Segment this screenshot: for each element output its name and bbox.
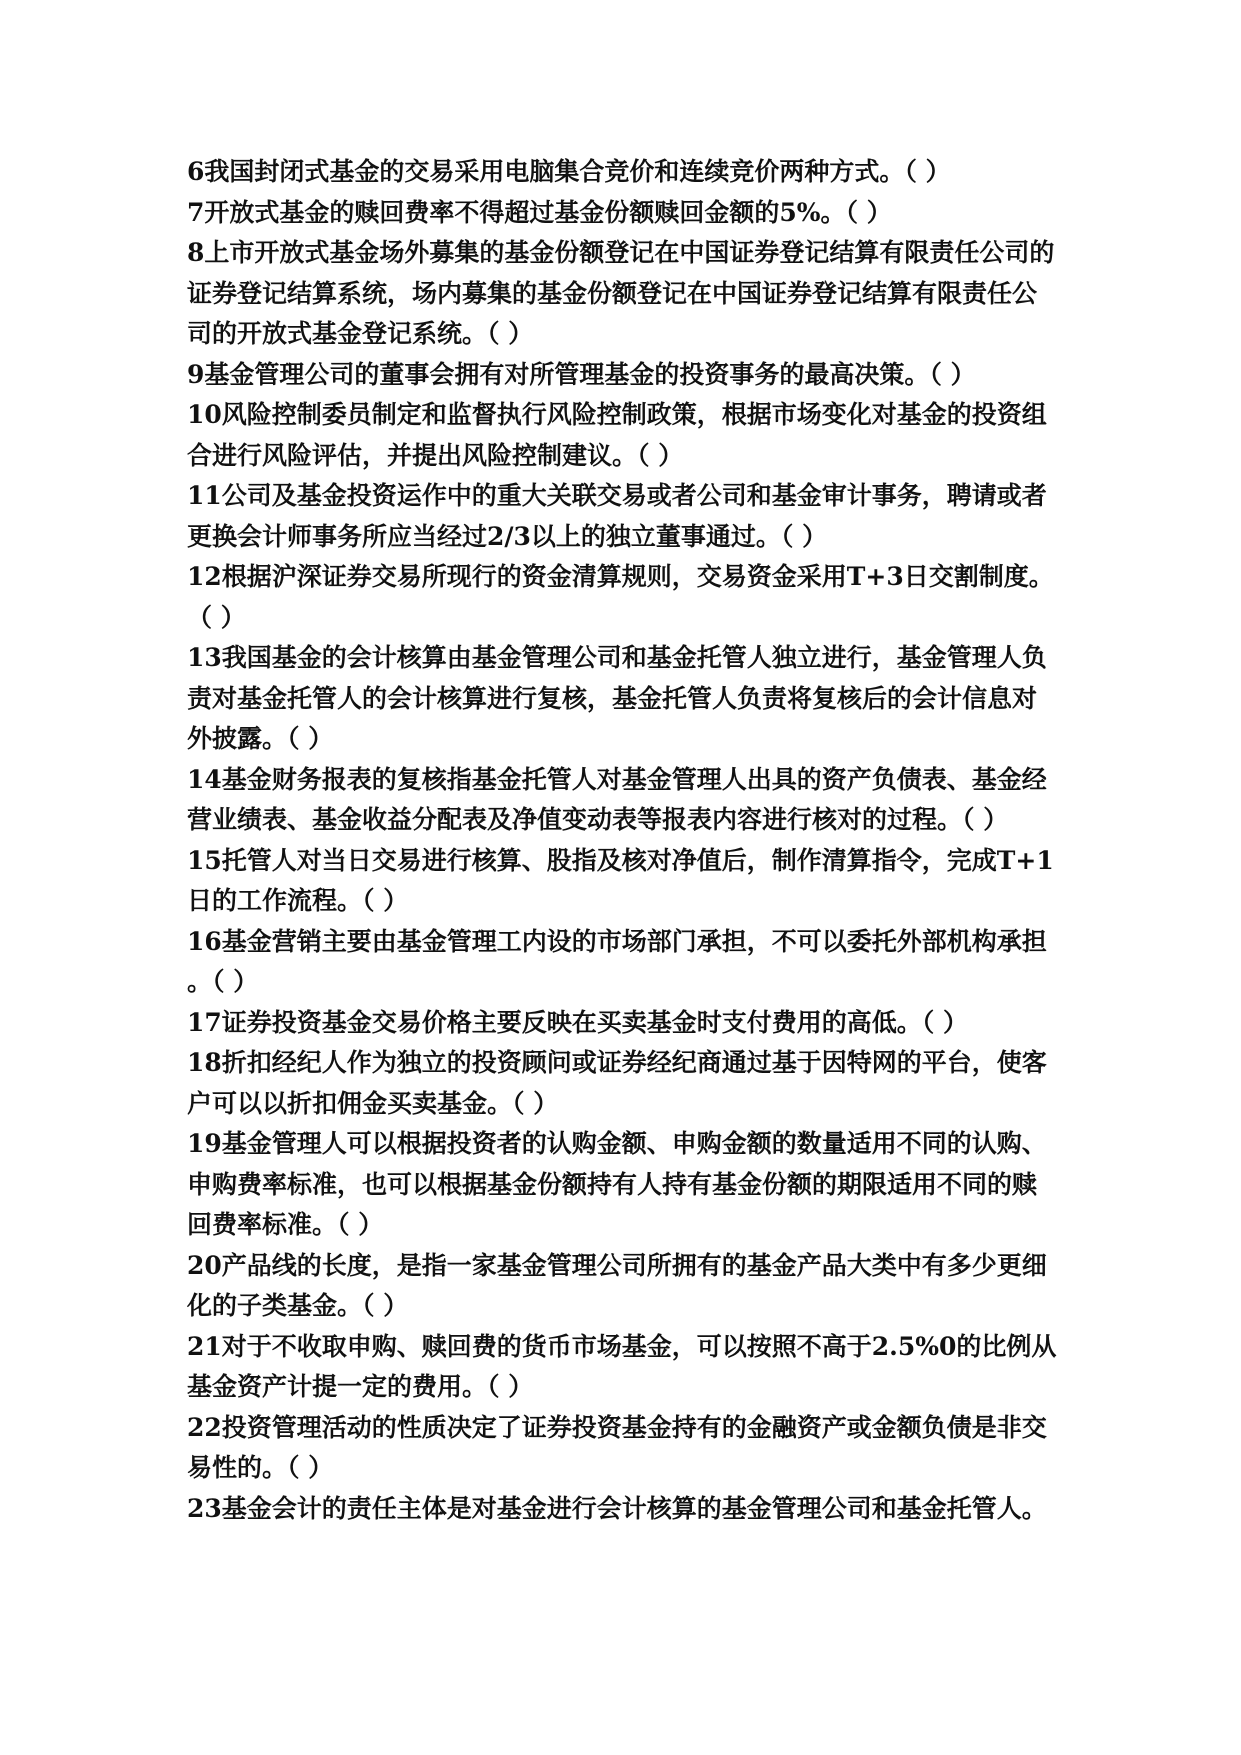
text-line: 11公司及基金投资运作中的重大关联交易或者公司和基金审计事务，聘请或者 (187, 481, 1047, 510)
text-line: 23基金会计的责任主体是对基金进行会计核算的基金管理公司和基金托管人。 (187, 1493, 1047, 1523)
text-line: 20产品线的长度，是指一家基金管理公司所拥有的基金产品大类中有多少更细 (187, 1250, 1047, 1280)
text-line: 证券登记结算系统，场内募集的基金份额登记在中国证券登记结算有限责任公 (187, 278, 1038, 308)
text-line: 营业绩表、基金收益分配表及净值变动表等报表内容进行核对的过程。（ ） (187, 805, 1009, 834)
text-line: 化的子类基金。（ ） (187, 1291, 409, 1320)
text-line: 15托管人对当日交易进行核算、股指及核对净值后，制作清算指令，完成T+1 (187, 845, 1054, 875)
text-line: 日的工作流程。（ ） (187, 886, 409, 915)
text-line: 16基金营销主要由基金管理工内设的市场部门承担，不可以委托外部机构承担 (187, 926, 1047, 956)
text-line: 申购费率标准，也可以根据基金份额持有人持有基金份额的期限适用不同的赎 (187, 1169, 1038, 1199)
text-line: 17证券投资基金交易价格主要反映在买卖基金时支付费用的高低。（ ） (187, 1007, 968, 1037)
text-line: 。（ ） (187, 967, 259, 996)
text-line: 易性的。（ ） (187, 1453, 334, 1482)
text-line: 司的开放式基金登记系统。（ ） (187, 319, 534, 348)
text-line: 外披露。（ ） (187, 724, 334, 753)
text-line: 7开放式基金的赎回费率不得超过基金份额赎回金额的5%。（ ） (187, 197, 892, 227)
text-line: 基金资产计提一定的费用。（ ） (187, 1372, 534, 1401)
text-line: 18折扣经纪人作为独立的投资顾问或证券经纪商通过基于因特网的平台，使客 (187, 1048, 1047, 1077)
text-line: 21对于不收取申购、赎回费的货币市场基金，可以按照不高于2.5%0的比例从 (187, 1331, 1057, 1361)
text-line: 13我国基金的会计核算由基金管理公司和基金托管人独立进行，基金管理人负 (187, 643, 1047, 672)
text-line: （ ） (187, 602, 246, 632)
text-line: 10风险控制委员制定和监督执行风险控制政策，根据市场变化对基金的投资组 (187, 400, 1047, 429)
question-list (187, 152, 1057, 1529)
text-line: 19基金管理人可以根据投资者的认购金额、申购金额的数量适用不同的认购、 (187, 1129, 1047, 1158)
text-line: 合进行风险评估，并提出风险控制建议。（ ） (187, 440, 684, 470)
text-line: 14基金财务报表的复核指基金托管人对基金管理人出具的资产负债表、基金经 (187, 764, 1047, 794)
text-line: 22投资管理活动的性质决定了证券投资基金持有的金融资产或金额负债是非交 (187, 1412, 1047, 1442)
text-line: 回费率标准。（ ） (187, 1210, 384, 1239)
text-line: 户可以以折扣佣金买卖基金。（ ） (187, 1088, 559, 1118)
text-line: 8上市开放式基金场外募集的基金份额登记在中国证券登记结算有限责任公司的 (187, 238, 1055, 267)
text-line: 责对基金托管人的会计核算进行复核，基金托管人负责将复核后的会计信息对 (187, 683, 1038, 713)
text-line: 更换会计师事务所应当经过2/3以上的独立董事通过。（ ） (187, 521, 828, 551)
text-line: 12根据沪深证券交易所现行的资金清算规则，交易资金采用T+3日交割制度。 (187, 562, 1054, 591)
text-line: 6我国封闭式基金的交易采用电脑集合竞价和连续竞价两种方式。（ ） (187, 157, 951, 186)
text-line: 9基金管理公司的董事会拥有对所管理基金的投资事务的最高决策。（ ） (187, 359, 976, 389)
